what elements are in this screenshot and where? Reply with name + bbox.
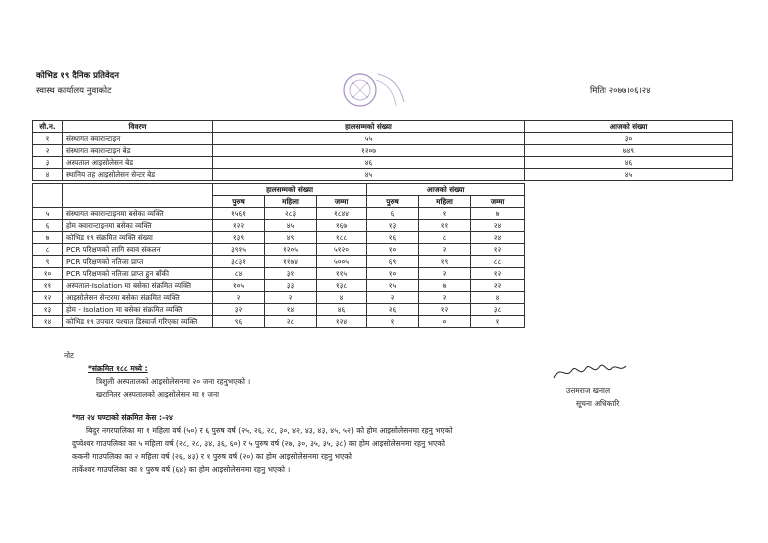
table-header-row	[33, 121, 733, 133]
cum-male: १०५	[213, 280, 265, 292]
table-row	[33, 256, 733, 268]
cum-total: १८४४	[317, 208, 367, 220]
row-cumulative: ४५	[213, 169, 525, 181]
today-female: ८	[419, 232, 471, 244]
infected-note-trishuli: त्रिशुली अस्पतालको आइसोलेसनमा २० जना रहनुभएको ।	[96, 377, 251, 386]
total-header: जम्मा	[317, 196, 367, 208]
note-label: नोट	[64, 351, 74, 360]
case-paragraph-kakani: ककनी गाउपलिका का २ महिला वर्ष (२६, ४३) र १ पुरुष वर्ष (२०) का होम आइसोलेसनमा रहनु भएको	[72, 452, 353, 461]
cum-male: १५६१	[213, 208, 265, 220]
col-desc-header: विवरण	[63, 121, 213, 133]
cum-male: १३९	[213, 232, 265, 244]
cum-total: ५१२०	[317, 244, 367, 256]
cum-male: ३९१५	[213, 244, 265, 256]
cum-female: ३३	[265, 280, 317, 292]
today-total: १२	[471, 268, 525, 280]
cum-female: २८३	[265, 208, 317, 220]
col-today-header: आजको संख्या	[525, 121, 733, 133]
breakdown-group-header-row	[33, 184, 733, 196]
cum-male: ९६	[213, 316, 265, 328]
today-female: ७	[419, 280, 471, 292]
col-cumulative-header: हालसम्मको संख्या	[213, 121, 525, 133]
cum-male: २	[213, 292, 265, 304]
row-sn: १४	[33, 316, 63, 328]
today-female: २	[419, 292, 471, 304]
today-male: १३	[367, 220, 419, 232]
today-female: १९	[419, 256, 471, 268]
office-seal-stamp	[338, 68, 408, 114]
table-row	[33, 244, 733, 256]
case-paragraph-bidur: बिदुर नगरपालिका मा १ महिला वर्ष (५०) र ६ पुरुष वर्ष (२५, २६, २८, ३०, ४२, ४३, ४३, ४५, ५२) को होम आइसोलेसनमा रहनु भएको	[86, 426, 453, 435]
today-total: २२	[471, 280, 525, 292]
row-sn: ६	[33, 220, 63, 232]
row-sn: ७	[33, 232, 63, 244]
today-female: ११	[419, 220, 471, 232]
col-sn-header: सी.न.	[33, 121, 63, 133]
table-row	[33, 208, 733, 220]
today-female: २	[419, 268, 471, 280]
row-sn: ४	[33, 169, 63, 181]
row-desc: होम - Isolation मा बसेका संक्रमित व्यक्ति	[63, 304, 213, 316]
today-male: ६९	[367, 256, 419, 268]
row-sn: १०	[33, 268, 63, 280]
table-row	[33, 292, 733, 304]
cum-female: १४	[265, 304, 317, 316]
table-row	[33, 157, 733, 169]
row-today: ३०	[525, 133, 733, 145]
row-cumulative: ५५	[213, 133, 525, 145]
row-today: ७४९	[525, 145, 733, 157]
cum-female: २	[265, 292, 317, 304]
cum-female: ४५	[265, 220, 317, 232]
infected-note-kharanitar: खरानितर अस्पतालको आइसोलेसन मा १ जना	[96, 390, 220, 399]
case-paragraph-dupcheshwar: दुप्चेश्वर गाउपलिका का ५ महिला वर्ष (२८, २८, ३४, ३६, ६०) र ५ पुरुष वर्ष (२७, ३०, ३५, ३५, ३८) का होम आइसोलेसनमा रहनु भएको	[72, 439, 445, 448]
table-row	[33, 316, 733, 328]
cum-male: ३८३१	[213, 256, 265, 268]
handwritten-signature	[550, 360, 630, 384]
row-desc: संस्थागत क्वारान्टाइनमा बसेका व्यक्ति	[63, 208, 213, 220]
today-male: १५	[367, 280, 419, 292]
today-female: २	[419, 244, 471, 256]
row-desc: कोभिड १९ उपचार पश्चात डिस्चार्ज गरिएका व्यक्ति	[63, 316, 213, 328]
row-desc: अस्पताल-Isolation मा बसेका संक्रमित व्यक्ति	[63, 280, 213, 292]
row-sn: १२	[33, 292, 63, 304]
today-total: २४	[471, 232, 525, 244]
row-desc: आइसोलेसन सेन्टरमा बसेका संक्रमित व्यक्ति	[63, 292, 213, 304]
today-female: १	[419, 208, 471, 220]
today-male: २६	[367, 304, 419, 316]
cum-total: १८८	[317, 232, 367, 244]
breakdown-body	[33, 208, 733, 328]
today-total: ३८	[471, 304, 525, 316]
report-date: मितिः २०७७।०६।२४	[590, 86, 651, 96]
row-sn: ९	[33, 256, 63, 268]
row-cumulative: ४६	[213, 157, 525, 169]
case-paragraph-tarkeshwar: तार्केश्वर गाउपलिका का १ पुरुष वर्ष (६४) का होम आइसोलेसनमा रहनु भएको ।	[72, 465, 291, 474]
today-female: ०	[419, 316, 471, 328]
row-sn: ५	[33, 208, 63, 220]
row-desc: होम क्वारान्टाइनमा बसेका व्यक्ति	[63, 220, 213, 232]
row-sn: १	[33, 133, 63, 145]
today-total: १२	[471, 244, 525, 256]
table-row	[33, 232, 733, 244]
table-row	[33, 268, 733, 280]
male-header: पुरुष	[367, 196, 419, 208]
table-row	[33, 169, 733, 181]
cum-male: ३२	[213, 304, 265, 316]
signatory-name: उत्तमराज खनाल	[566, 386, 611, 395]
today-male: १	[367, 316, 419, 328]
today-male: ६	[367, 208, 419, 220]
table-row	[33, 145, 733, 157]
row-desc: स्थानिय तह आइसोलेसन सेन्टर बेड	[63, 169, 213, 181]
table-row	[33, 280, 733, 292]
cum-female: १२०५	[265, 244, 317, 256]
today-male: १०	[367, 244, 419, 256]
today-male: २	[367, 292, 419, 304]
cum-male: ८४	[213, 268, 265, 280]
male-header: पुरुष	[213, 196, 265, 208]
cum-total: ११५	[317, 268, 367, 280]
total-header: जम्मा	[471, 196, 525, 208]
row-desc: संस्थागत क्वारान्टाइन बेड	[63, 145, 213, 157]
cum-total: १२४	[317, 316, 367, 328]
today-total: १	[471, 316, 525, 328]
row-sn: ३	[33, 157, 63, 169]
row-desc: PCR परिक्षणको नतिजा प्राप्त हुन बाँकी	[63, 268, 213, 280]
office-name: स्वास्थ कार्यालय नुवाकोट	[36, 86, 112, 96]
row-desc: संस्थागत क्वारान्टाइन	[63, 133, 213, 145]
female-header: महिला	[265, 196, 317, 208]
cum-total: ४६	[317, 304, 367, 316]
row-desc: अस्पताल आइसोलेसन बेड	[63, 157, 213, 169]
row-today: ४६	[525, 157, 733, 169]
today-total: ७	[471, 208, 525, 220]
table-row	[33, 304, 733, 316]
today-total: ४	[471, 292, 525, 304]
row-today: ४५	[525, 169, 733, 181]
report-title: कोभिड १९ दैनिक प्रतिवेदन	[36, 71, 119, 81]
covid-breakdown-table	[32, 183, 733, 328]
row-desc: PCR परिक्षणको नतिजा प्राप्त	[63, 256, 213, 268]
cum-total: १६७	[317, 220, 367, 232]
sub-today-header: आजको संख्या	[367, 184, 525, 196]
row-sn: २	[33, 145, 63, 157]
table-row	[33, 220, 733, 232]
today-male: १०	[367, 268, 419, 280]
cum-male: १२२	[213, 220, 265, 232]
row-desc: PCR परिक्षणको लागि स्वाव संकलन	[63, 244, 213, 256]
today-total: २४	[471, 220, 525, 232]
cum-female: २८	[265, 316, 317, 328]
row-sn: ८	[33, 244, 63, 256]
row-desc: कोभिड १९ संक्रमित व्यक्ति संख्या	[63, 232, 213, 244]
table-row	[33, 133, 733, 145]
today-male: १६	[367, 232, 419, 244]
row-sn: ११	[33, 280, 63, 292]
breakdown-gender-header-row	[33, 196, 733, 208]
sub-cumulative-header: हालसम्मको संख्या	[213, 184, 367, 196]
female-header: महिला	[419, 196, 471, 208]
today-female: १२	[419, 304, 471, 316]
cum-total: १३८	[317, 280, 367, 292]
cum-total: ४	[317, 292, 367, 304]
cum-total: ५००५	[317, 256, 367, 268]
row-sn: १३	[33, 304, 63, 316]
infected-heading: *संक्रमित १८८ मध्ये :	[88, 364, 148, 373]
last-24h-heading: *गत २४ घण्टाको संक्रमित केस :-२४	[72, 413, 173, 422]
covid-report-table	[32, 120, 733, 181]
signatory-title: सूचना अधिकारि	[576, 399, 620, 408]
cum-female: ३१	[265, 268, 317, 280]
today-total: ८८	[471, 256, 525, 268]
cum-female: ११७४	[265, 256, 317, 268]
row-cumulative: १२०७	[213, 145, 525, 157]
cum-female: ४९	[265, 232, 317, 244]
